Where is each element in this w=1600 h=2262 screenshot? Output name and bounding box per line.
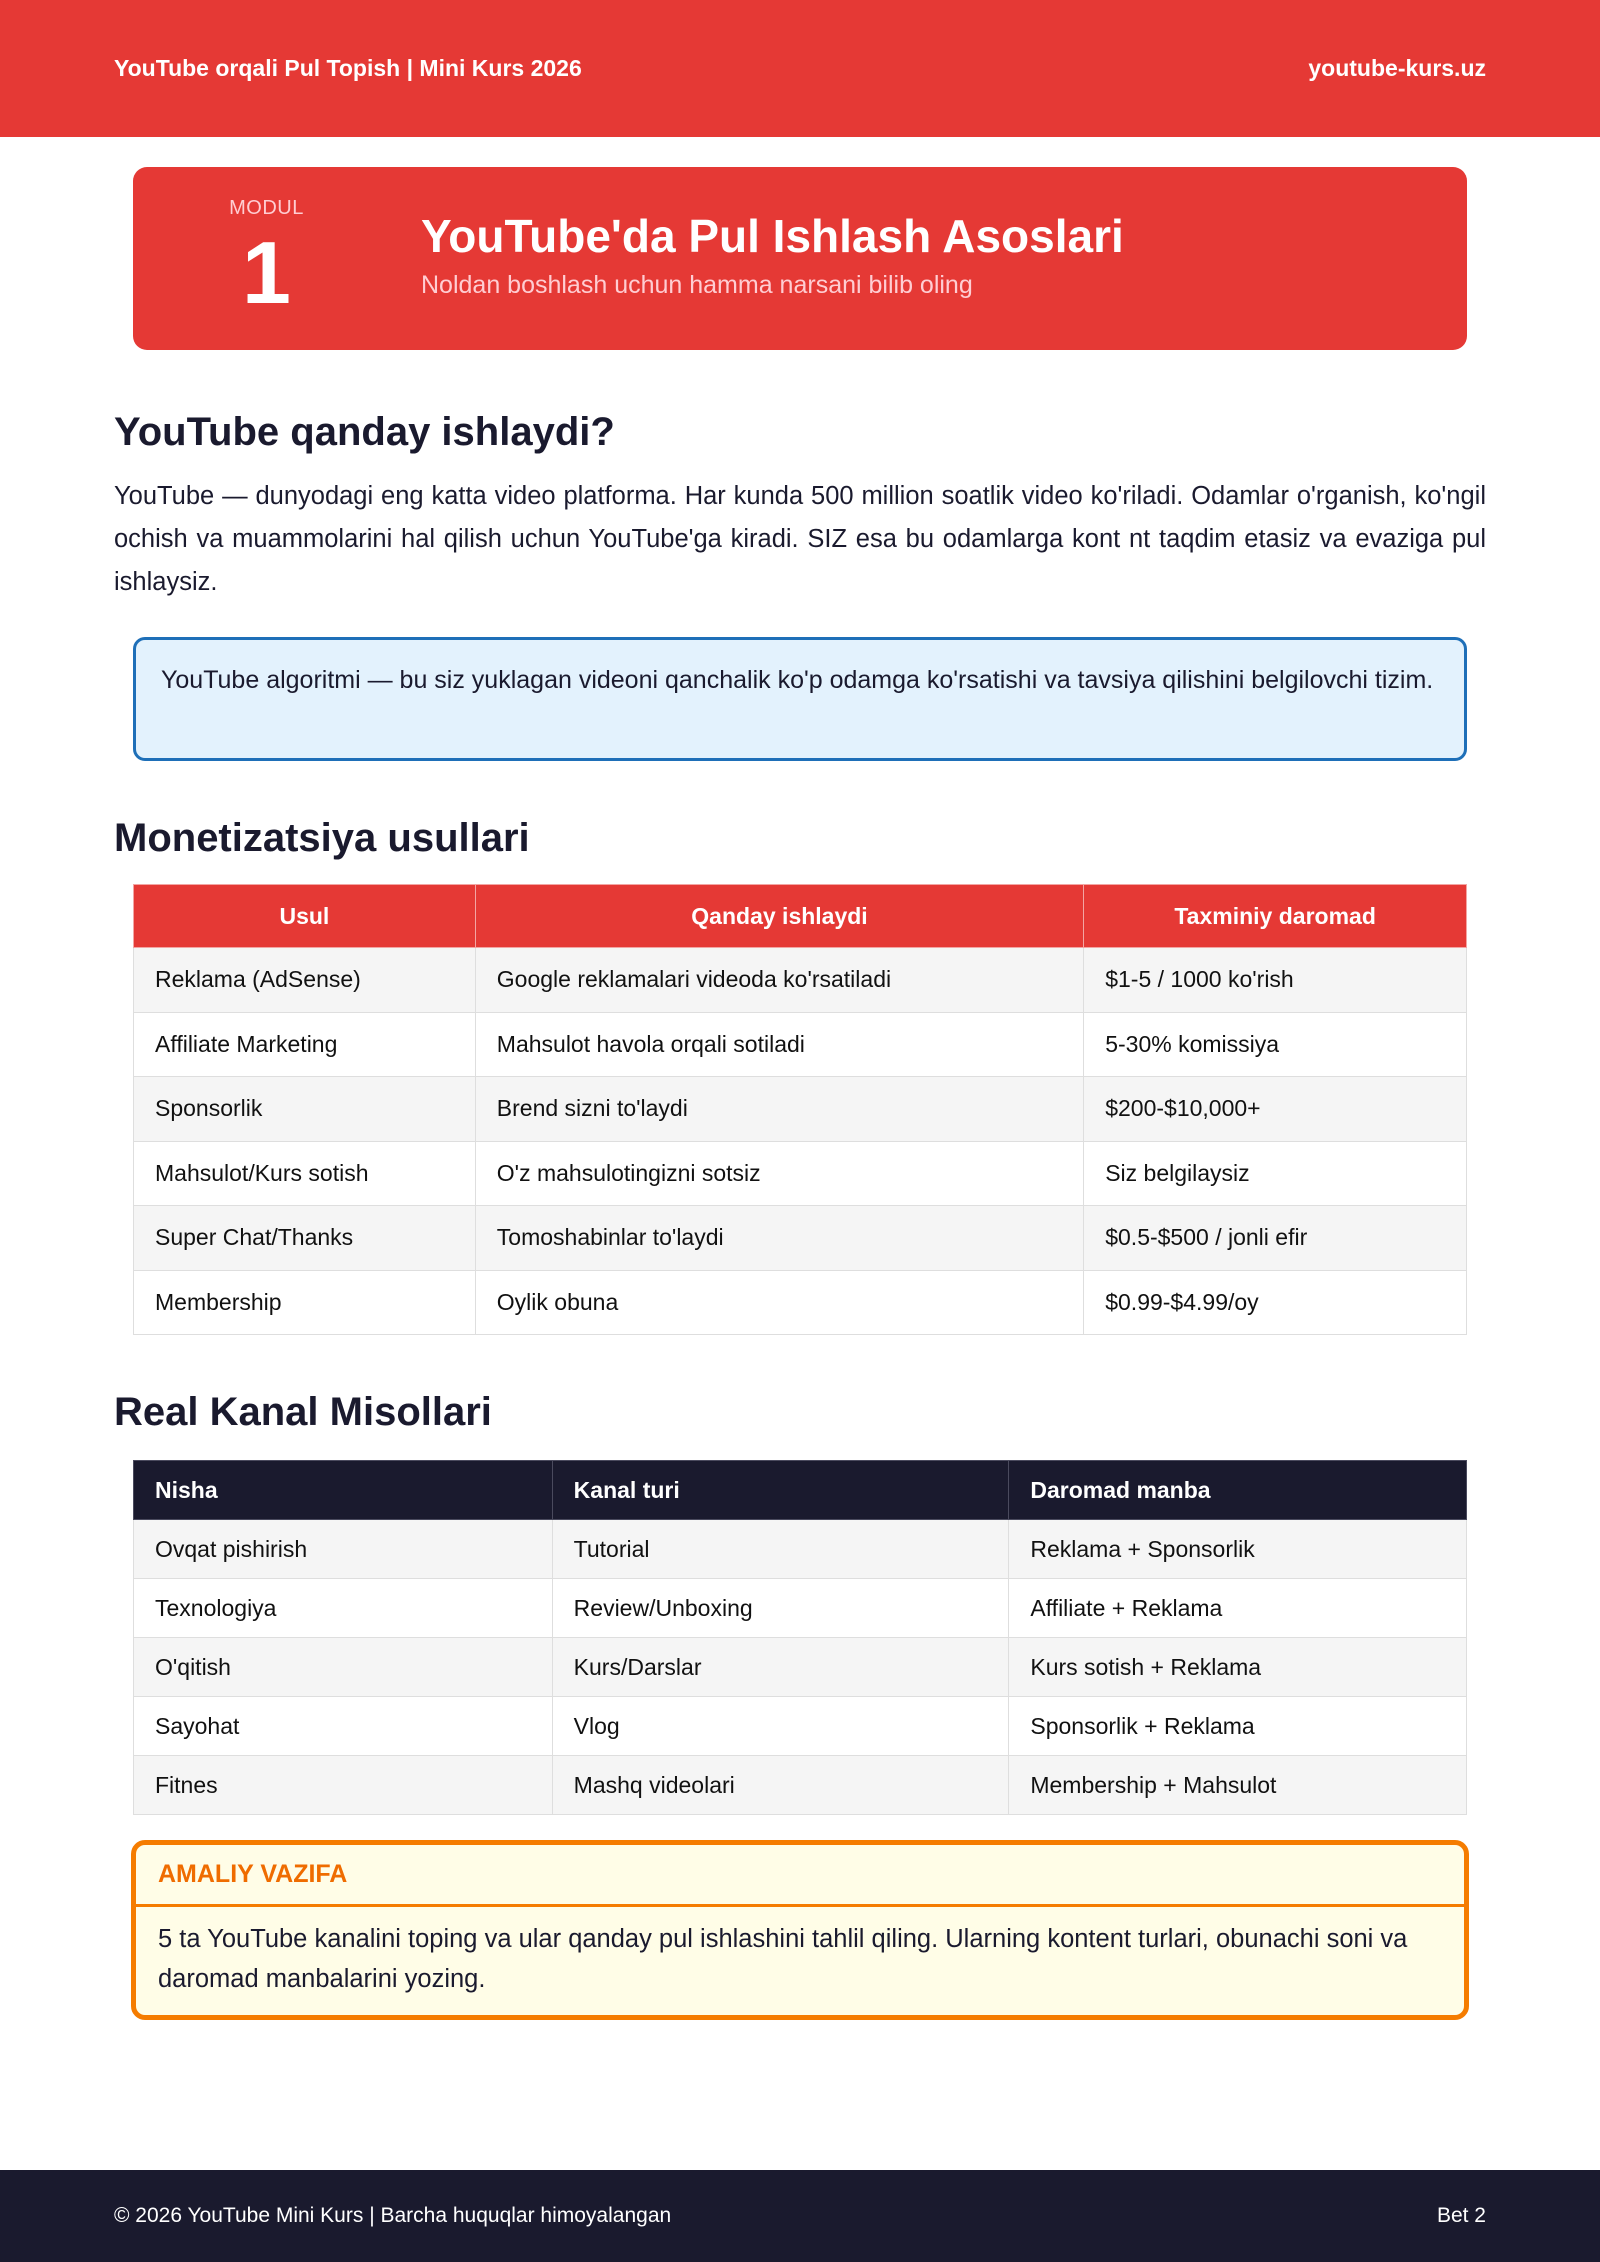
table-row: [134, 1012, 1467, 1077]
table-row: [134, 1270, 1467, 1335]
table-cell: Google reklamalari videoda ko'rsatiladi: [475, 948, 1083, 1013]
section-heading-intro: YouTube qanday ishlaydi?: [114, 410, 615, 454]
page-footer: [0, 2170, 1600, 2262]
table-header-row: [134, 885, 1467, 948]
table-cell: Sponsorlik: [134, 1077, 476, 1142]
site-url[interactable]: youtube-kurs.uz: [1308, 55, 1486, 81]
module-number: 1: [242, 223, 291, 322]
table-cell: O'qitish: [134, 1638, 553, 1697]
table-cell: Ovqat pishirish: [134, 1520, 553, 1579]
column-header: Taxminiy daromad: [1084, 885, 1467, 948]
module-title: YouTube'da Pul Ishlash Asoslari: [421, 210, 1124, 262]
table-cell: Reklama (AdSense): [134, 948, 476, 1013]
table-row: [134, 1206, 1467, 1271]
section-heading-examples: Real Kanal Misollari: [114, 1390, 492, 1434]
footer-copyright: © 2026 YouTube Mini Kurs | Barcha huquqlar himoyalangan: [114, 2204, 672, 2227]
table-row: [134, 1520, 1467, 1579]
intro-paragraph: YouTube — dunyodagi eng katta video platforma. Har kunda 500 million soatlik video ko'riladi. Odamlar o'rganish, ko'ngil ochish va muammolarini hal qilish uchun YouTube'ga kiradi. SIZ esa bu odamlarga kont nt taqdim etasiz va evaziga pul ishlaysiz.: [114, 482, 1486, 596]
section-heading-monetization: Monetizatsiya usullari: [114, 816, 530, 860]
table-cell: Affiliate Marketing: [134, 1012, 476, 1077]
module-subtitle: Noldan boshlash uchun hamma narsani bilib oling: [421, 271, 973, 299]
table-cell: $0.99-$4.99/oy: [1084, 1270, 1467, 1335]
table-cell: Affiliate + Reklama: [1009, 1579, 1467, 1638]
table-cell: Membership + Mahsulot: [1009, 1756, 1467, 1815]
examples-table: [133, 1460, 1467, 1815]
table-row: [134, 948, 1467, 1013]
table-cell: $1-5 / 1000 ko'rish: [1084, 948, 1467, 1013]
table-cell: Membership: [134, 1270, 476, 1335]
table-cell: Fitnes: [134, 1756, 553, 1815]
table-cell: Mahsulot havola orqali sotiladi: [475, 1012, 1083, 1077]
table-cell: Oylik obuna: [475, 1270, 1083, 1335]
table-row: [134, 1697, 1467, 1756]
course-title: YouTube orqali Pul Topish | Mini Kurs 2026: [114, 55, 582, 81]
table-cell: Vlog: [552, 1697, 1009, 1756]
page-header: [0, 0, 1600, 137]
table-cell: Texnologiya: [134, 1579, 553, 1638]
table-cell: Tomoshabinlar to'laydi: [475, 1206, 1083, 1271]
table-cell: Review/Unboxing: [552, 1579, 1009, 1638]
table-cell: $200-$10,000+: [1084, 1077, 1467, 1142]
table-cell: Reklama + Sponsorlik: [1009, 1520, 1467, 1579]
table-cell: Kurs/Darslar: [552, 1638, 1009, 1697]
module-label: MODUL: [229, 197, 304, 219]
module-banner: [133, 167, 1467, 350]
table-row: [134, 1077, 1467, 1142]
monetization-table: [133, 884, 1467, 1335]
table-row: [134, 1141, 1467, 1206]
column-header: Daromad manba: [1009, 1461, 1467, 1520]
column-header: Usul: [134, 885, 476, 948]
task-title: AMALIY VAZIFA: [136, 1845, 1464, 1907]
table-header-row: [134, 1461, 1467, 1520]
module-badge: [133, 167, 400, 350]
info-callout: YouTube algoritmi — bu siz yuklagan videoni qanchalik ko'p odamga ko'rsatishi va tavsiya qilishini belgilovchi tizim.: [133, 637, 1467, 761]
table-cell: $0.5-$500 / jonli efir: [1084, 1206, 1467, 1271]
column-header: Kanal turi: [552, 1461, 1009, 1520]
table-row: [134, 1756, 1467, 1815]
table-cell: Mashq videolari: [552, 1756, 1009, 1815]
table-cell: Super Chat/Thanks: [134, 1206, 476, 1271]
table-cell: Siz belgilaysiz: [1084, 1141, 1467, 1206]
task-text: 5 ta YouTube kanalini toping va ular qanday pul ishlashini tahlil qiling. Ularning kontent turlari, obunachi soni va daromad manbalarini yozing.: [158, 1925, 1408, 1993]
column-header: Qanday ishlaydi: [475, 885, 1083, 948]
page-number: Bet 2: [1436, 2204, 1486, 2227]
table-row: [134, 1638, 1467, 1697]
table-cell: Sayohat: [134, 1697, 553, 1756]
table-cell: Sponsorlik + Reklama: [1009, 1697, 1467, 1756]
table-cell: Mahsulot/Kurs sotish: [134, 1141, 476, 1206]
table-row: [134, 1579, 1467, 1638]
column-header: Nisha: [134, 1461, 553, 1520]
table-cell: Tutorial: [552, 1520, 1009, 1579]
practical-task-box: [131, 1840, 1469, 2020]
table-cell: Kurs sotish + Reklama: [1009, 1638, 1467, 1697]
table-cell: 5-30% komissiya: [1084, 1012, 1467, 1077]
table-cell: O'z mahsulotingizni sotsiz: [475, 1141, 1083, 1206]
table-cell: Brend sizni to'laydi: [475, 1077, 1083, 1142]
